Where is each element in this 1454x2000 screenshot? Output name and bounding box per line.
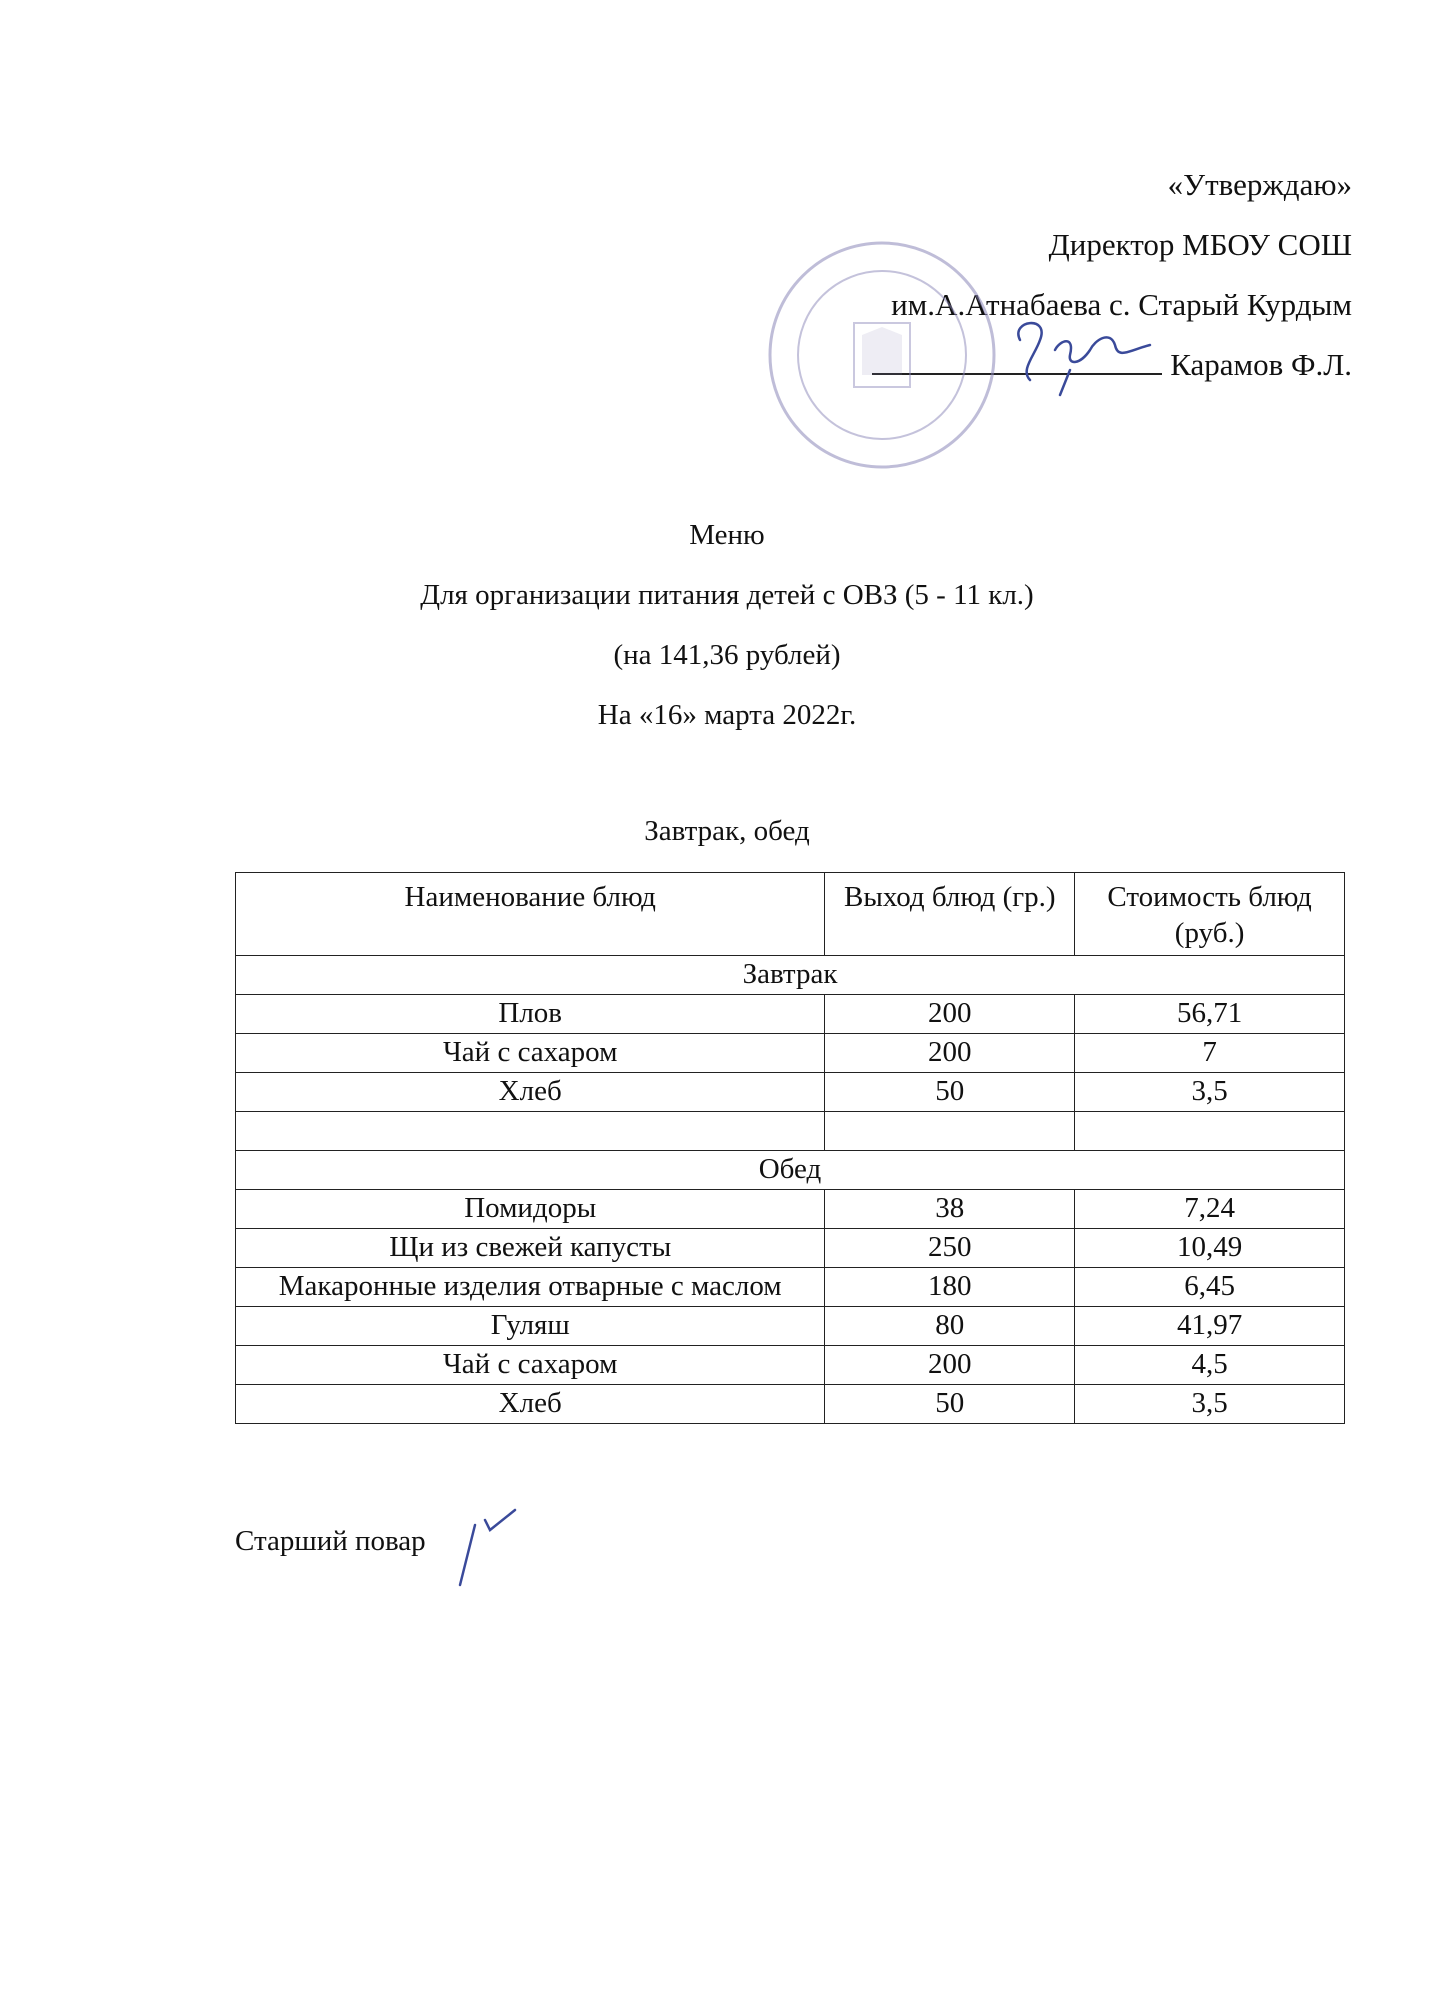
title-purpose: Для организации питания детей с ОВЗ (5 - 11 кл.) xyxy=(420,579,1034,611)
dish-cost: 41,97 xyxy=(1075,1307,1345,1346)
director-signature-icon xyxy=(1000,310,1180,400)
dish-name: Чай с сахаром xyxy=(236,1034,825,1073)
menu-table xyxy=(235,872,1345,1424)
approval-position: Директор МБОУ СОШ xyxy=(1048,227,1352,262)
title-price: (на 141,36 рублей) xyxy=(613,639,841,671)
table-row xyxy=(236,1073,1345,1112)
dish-portion: 50 xyxy=(825,1073,1075,1112)
table-header-row xyxy=(236,873,1345,956)
approval-school: им.А.Атнабаева с. Старый Курдым xyxy=(891,287,1352,322)
document-title xyxy=(0,505,1454,745)
dish-cost: 4,5 xyxy=(1075,1346,1345,1385)
dish-portion: 200 xyxy=(825,1034,1075,1073)
dish-cost: 56,71 xyxy=(1075,995,1345,1034)
dish-name: Гуляш xyxy=(236,1307,825,1346)
table-row xyxy=(236,1229,1345,1268)
table-row xyxy=(236,1268,1345,1307)
section-title: Завтрак, обед xyxy=(644,815,810,847)
dish-name xyxy=(236,1112,825,1151)
approval-signer-name: Карамов Ф.Л. xyxy=(1170,347,1352,382)
table-row xyxy=(236,1307,1345,1346)
title-date: На «16» марта 2022г. xyxy=(597,699,857,731)
dish-portion xyxy=(825,1112,1075,1151)
table-row-empty xyxy=(236,1112,1345,1151)
table-row xyxy=(236,1034,1345,1073)
header-dish-name: Наименование блюд xyxy=(236,873,825,956)
approval-heading: «Утверждаю» xyxy=(1167,167,1352,202)
dish-portion: 80 xyxy=(825,1307,1075,1346)
dish-cost: 7,24 xyxy=(1075,1190,1345,1229)
dish-name: Плов xyxy=(236,995,825,1034)
dish-name: Чай с сахаром xyxy=(236,1346,825,1385)
table-row xyxy=(236,995,1345,1034)
dish-cost: 3,5 xyxy=(1075,1073,1345,1112)
cook-signature-icon xyxy=(445,1505,535,1595)
table-row xyxy=(236,1385,1345,1424)
section-label: Завтрак xyxy=(236,956,1345,995)
dish-cost: 10,49 xyxy=(1075,1229,1345,1268)
cook-signature-label: Старший повар xyxy=(235,1525,426,1557)
dish-cost xyxy=(1075,1112,1345,1151)
dish-name: Помидоры xyxy=(236,1190,825,1229)
table-row xyxy=(236,1190,1345,1229)
dish-cost: 6,45 xyxy=(1075,1268,1345,1307)
stamp-icon xyxy=(762,235,1002,475)
dish-portion: 200 xyxy=(825,1346,1075,1385)
dish-portion: 250 xyxy=(825,1229,1075,1268)
dish-portion: 38 xyxy=(825,1190,1075,1229)
dish-cost: 3,5 xyxy=(1075,1385,1345,1424)
section-label: Обед xyxy=(236,1151,1345,1190)
dish-portion: 180 xyxy=(825,1268,1075,1307)
header-cost: Стоимость блюд (руб.) xyxy=(1075,873,1345,956)
dish-name: Хлеб xyxy=(236,1073,825,1112)
dish-cost: 7 xyxy=(1075,1034,1345,1073)
dish-name: Макаронные изделия отварные с маслом xyxy=(236,1268,825,1307)
dish-name: Хлеб xyxy=(236,1385,825,1424)
section-row-lunch xyxy=(236,1151,1345,1190)
title-menu: Меню xyxy=(689,519,765,551)
table-row xyxy=(236,1346,1345,1385)
header-portion: Выход блюд (гр.) xyxy=(825,873,1075,956)
dish-name: Щи из свежей капусты xyxy=(236,1229,825,1268)
dish-portion: 200 xyxy=(825,995,1075,1034)
section-row-breakfast xyxy=(236,956,1345,995)
dish-portion: 50 xyxy=(825,1385,1075,1424)
